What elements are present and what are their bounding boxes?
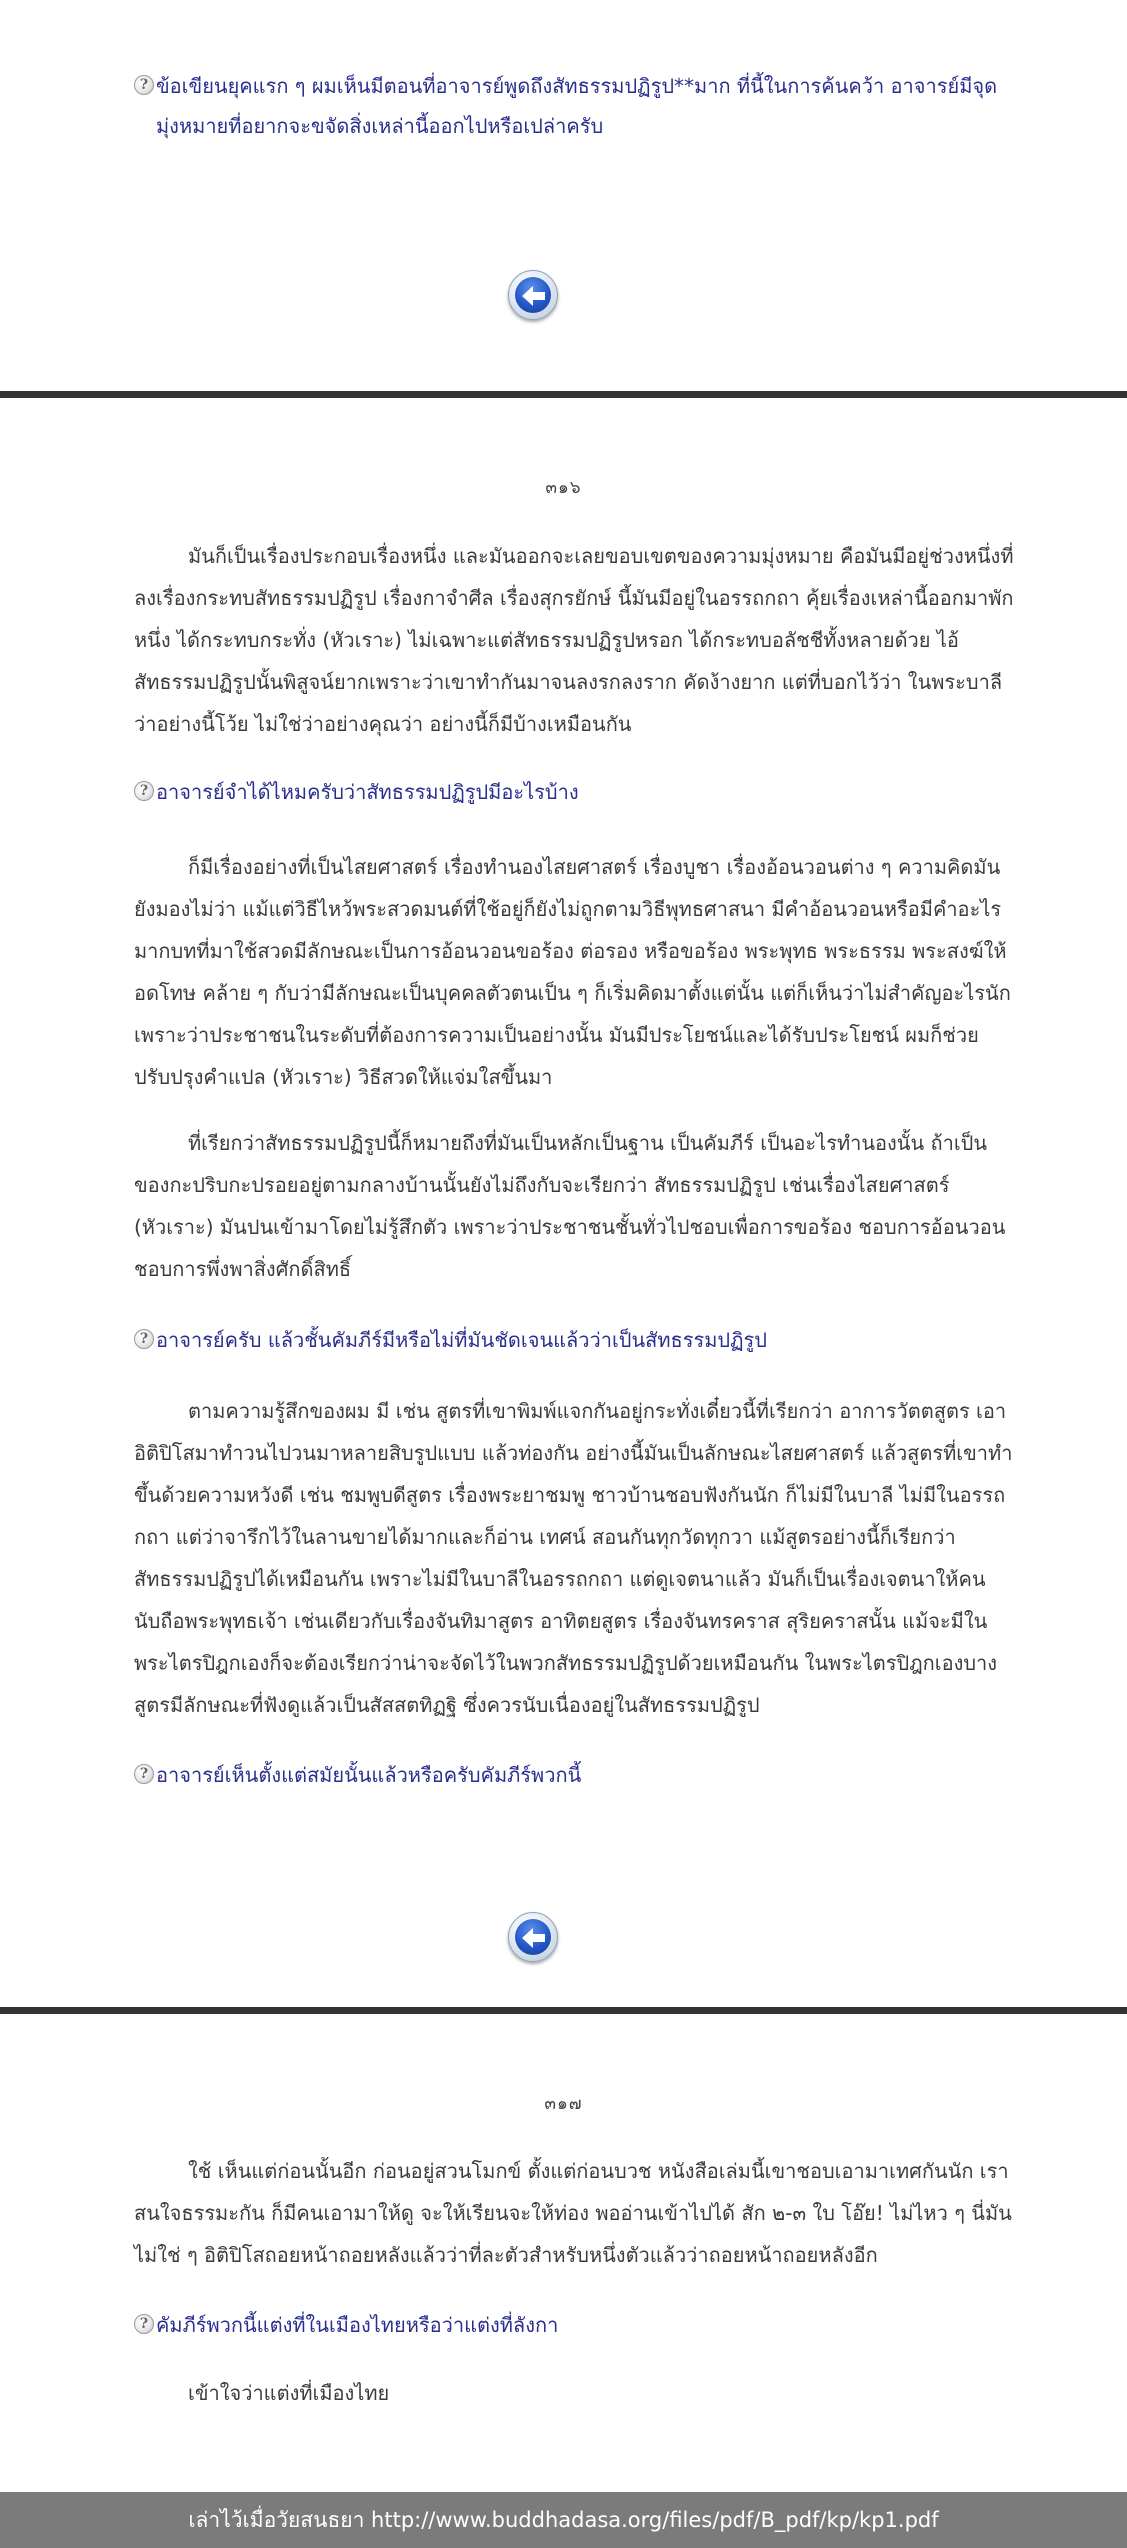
back-button[interactable] <box>508 270 558 320</box>
question-text: อาจารย์เห็นตั้งแต่สมัยนั้นแล้วหรือครับคัมภีร์พวกนี้ <box>156 1763 582 1787</box>
question-text: อาจารย์ครับ แล้วชั้นคัมภีร์มีหรือไม่ที่มันชัดเจนแล้วว่าเป็นสัทธรรมปฏิรูป <box>156 1328 767 1352</box>
paragraph: เข้าใจว่าแต่งที่เมืองไทย <box>188 2381 390 2405</box>
page-number: ๓๑๗ <box>544 2094 583 2114</box>
question-4 <box>0 1755 691 1795</box>
question-text: คัมภีร์พวกนี้แต่งที่ในเมืองไทยหรือว่าแต่งที่ลังกา <box>156 2313 559 2337</box>
paragraph: มันก็เป็นเรื่องประกอบเรื่องหนึ่ง และมันออกจะเลยขอบเขตของความมุ่งหมาย คือมันมีอยู่ช่วงหนึ่งที่ลงเรื่องกระทบสัทธรรมปฏิรูป เรื่องกาจำศีล เรื่องสุกรยักษ์ นี้มันมีอยู่ในอรรถกถา คุ้ยเรื่องเหล่านี้ออกมาพักหนึ่ง ได้กระทบกระทั่ง (หัวเราะ) ไม่เฉพาะแต่สัทธรรมปฏิรูปหรอก ได้กระทบอลัชชีทั้งหลายด้วย ไอ้สัทธรรมปฏิรูปนั้นพิสูจน์ยากเพราะว่าเขาทำกันมาจนลงรกลงราก คัดง้างยาก แต่ที่บอกไว้ว่า ในพระบาลีว่าอย่างนี้โว้ย ไม่ใช่ว่าอย่างคุณว่า อย่างนี้ก็มีบ้างเหมือนกัน <box>134 544 1014 736</box>
question-icon: ? <box>134 781 154 801</box>
question-5 <box>0 2305 668 2345</box>
page-divider <box>0 391 1127 398</box>
question-icon: ? <box>134 1329 154 1349</box>
page-divider <box>0 2007 1127 2014</box>
paragraph: ตามความรู้สึกของผม มี เช่น สูตรที่เขาพิมพ์แจกกันอยู่กระทั่งเดี๋ยวนี้ที่เรียกว่า อาการวัตตสูตร เอาอิติปิโสมาทำวนไปวนมาหลายสิบรูปแบบ แล้วท่องกัน อย่างนี้มันเป็นลักษณะไสยศาสตร์ แล้วสูตรที่เขาทำขึ้นด้วยความหวังดี เช่น ชมพูบดีสูตร เรื่องพระยาชมพู ชาวบ้านชอบฟังกันนัก ก็ไม่มีในบาลี ไม่มีในอรรถกถา แต่ว่าจารึกไว้ในลานขายได้มากและก็อ่าน เทศน์ สอนกันทุกวัดทุกวา แม้สูตรอย่างนี้ก็เรียกว่าสัทธรรมปฏิรูปได้เหมือนกัน เพราะไม่มีในบาลีในอรรถกถา แต่ดูเจตนาแล้ว มันก็เป็นเรื่องเจตนาให้คนนับถือพระพุทธเจ้า เช่นเดียวกับเรื่องจันทิมาสูตร อาทิตยสูตร เรื่องจันทรคราส สุริยคราสนั้น แม้จะมีในพระไตรปิฎกเองก็จะต้องเรียกว่าน่าจะจัดไว้ในพวกสัทธรรมปฏิรูปด้วยเหมือนกัน ในพระไตรปิฎกเองบางสูตรมีลักษณะที่ฟังดูแล้วเป็นสัสสตทิฏฐิ ซึ่งควรนับเนื่องอยู่ในสัทธรรมปฏิรูป <box>134 1399 1013 1717</box>
back-arrow-icon <box>509 1913 559 1963</box>
paragraph: ที่เรียกว่าสัทธรรมปฏิรูปนี้ก็หมายถึงที่มันเป็นหลักเป็นฐาน เป็นคัมภีร์ เป็นอะไรทำนองนั้น ถ้าเป็นของกะปริบกะปรอยอยู่ตามกลางบ้านนั้นยังไม่ถึงกับจะเรียกว่า สัทธรรมปฏิรูป เช่นเรื่องไสยศาสตร์ (หัวเราะ) มันปนเข้ามาโดยไม่รู้สึกตัว เพราะว่าประชาชนชั้นทั่วไปชอบเพื่อการขอร้อง ชอบการอ้อนวอน ชอบการพึ่งพาสิ่งศักดิ์สิทธิ์ <box>134 1131 1006 1281</box>
paragraph: ก็มีเรื่องอย่างที่เป็นไสยศาสตร์ เรื่องทำนองไสยศาสตร์ เรื่องบูชา เรื่องอ้อนวอนต่าง ๆ ความคิดมันยังมองไม่ว่า แม้แต่วิธีไหว้พระสวดมนต์ที่ใช้อยู่ก็ยังไม่ถูกตามวิธีพุทธศาสนา มีคำอ้อนวอนหรือมีคำอะไรมากบทที่มาใช้สวดมีลักษณะเป็นการอ้อนวอนขอร้อง ต่อรอง หรือขอร้อง พระพุทธ พระธรรม พระสงฆ์ให้อดโทษ คล้าย ๆ กับว่ามีลักษณะเป็นบุคคลตัวตนเป็น ๆ ก็เริ่มคิดมาตั้งแต่นั้น แต่ก็เห็นว่าไม่สำคัญอะไรนักเพราะว่าประชาชนในระดับที่ต้องการความเป็นอย่างนั้น มันมีประโยชน์และได้รับประโยชน์ ผมก็ช่วยปรับปรุงคำแปล (หัวเราะ) วิธีสวดให้แจ่มใสขึ้นมา <box>134 855 1011 1089</box>
question-2 <box>0 772 689 812</box>
question-icon: ? <box>134 2314 154 2334</box>
paragraph: ใช้ เห็นแต่ก่อนนั้นอีก ก่อนอยู่สวนโมกข์ ตั้งแต่ก่อนบวช หนังสือเล่มนี้เขาชอบเอามาเทศกันนัก เราสนใจธรรมะกัน ก็มีคนเอามาให้ดู จะให้เรียนจะให้ท่อง พออ่านเข้าไปได้ สัก ๒-๓ ใบ โอ๊ย! ไม่ไหว ๆ นี่มันไม่ใช่ ๆ อิติปิโสถอยหน้าถอยหลังแล้วว่าที่ละตัวสำหรับหนึ่งตัวแล้วว่าถอยหน้าถอยหลังอีก <box>134 2159 1012 2267</box>
footer-source: เล่าไว้เมื่อวัยสนธยา http://www.buddhadasa.org/files/pdf/B_pdf/kp/kp1.pdf <box>0 2492 1127 2548</box>
question-text: ข้อเขียนยุคแรก ๆ ผมเห็นมีตอนที่อาจารย์พูดถึงสัทธรรมปฏิรูป**มาก ที่นี้ในการค้นคว้า อาจารย์มีจุดมุ่งหมายที่อยากจะขจัดสิ่งเหล่านี้ออกไปหรือเปล่าครับ <box>156 74 998 138</box>
back-arrow-icon <box>509 271 559 321</box>
question-text: อาจารย์จำได้ไหมครับว่าสัทธรรมปฏิรูปมีอะไรบ้าง <box>156 780 579 804</box>
question-3 <box>0 1320 877 1360</box>
question-icon: ? <box>134 1764 154 1784</box>
page-number: ๓๑๖ <box>545 478 582 498</box>
back-button[interactable] <box>508 1912 558 1962</box>
question-icon: ? <box>134 75 154 95</box>
question-1 <box>0 66 1127 146</box>
